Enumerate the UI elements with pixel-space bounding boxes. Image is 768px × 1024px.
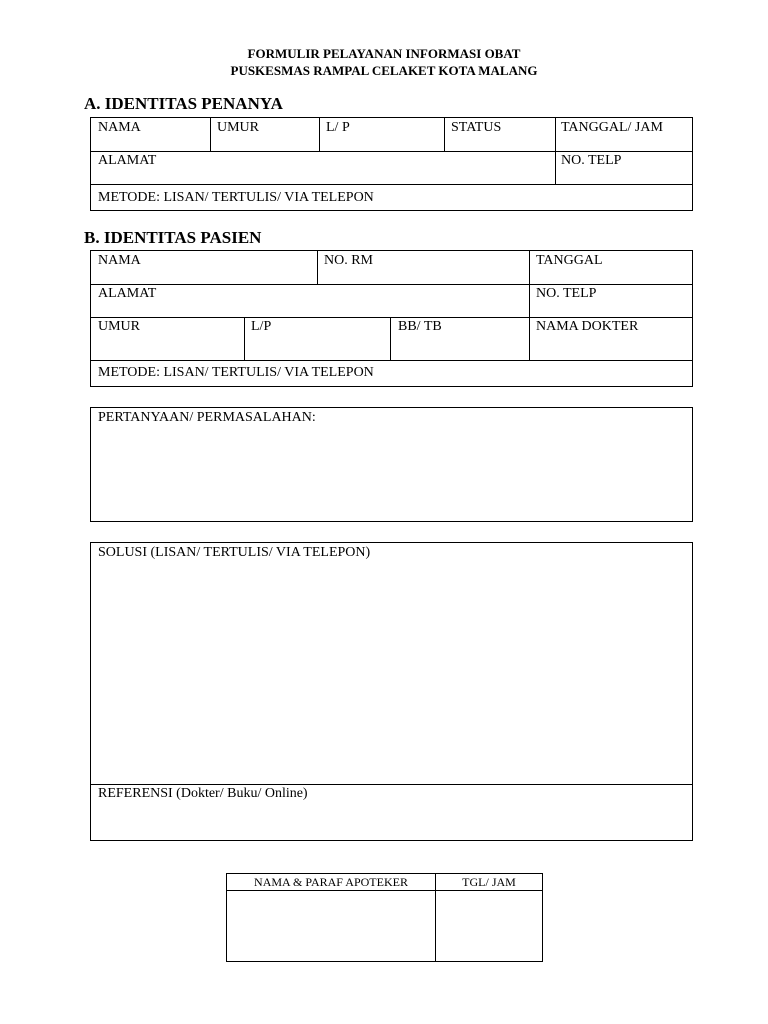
field-umur-pasien[interactable]: UMUR xyxy=(98,319,141,334)
section-b-table xyxy=(90,250,693,387)
field-no-rm[interactable]: NO. RM xyxy=(324,253,374,268)
field-metode[interactable]: METODE: LISAN/ TERTULIS/ VIA TELEPON xyxy=(98,190,374,205)
referensi-label[interactable]: REFERENSI (Dokter/ Buku/ Online) xyxy=(98,786,308,801)
solusi-label: SOLUSI (LISAN/ TERTULIS/ VIA TELEPON) xyxy=(98,545,371,560)
field-no-telp[interactable]: NO. TELP xyxy=(561,153,622,168)
divider xyxy=(210,118,211,151)
field-alamat[interactable]: ALAMAT xyxy=(98,153,157,168)
solusi-box[interactable] xyxy=(90,542,693,841)
signature-apoteker-cell[interactable] xyxy=(227,891,434,961)
field-status[interactable]: STATUS xyxy=(451,120,502,135)
divider xyxy=(91,151,692,152)
divider xyxy=(91,317,692,318)
divider xyxy=(444,118,445,151)
divider xyxy=(555,118,556,184)
field-jenis-kelamin[interactable]: L/ P xyxy=(326,120,350,135)
section-a-table xyxy=(90,117,693,211)
divider xyxy=(390,317,391,360)
divider xyxy=(244,317,245,360)
field-nama-dokter[interactable]: NAMA DOKTER xyxy=(536,319,639,334)
divider xyxy=(319,118,320,151)
section-a-heading: A. IDENTITAS PENANYA xyxy=(84,94,283,113)
field-metode-pasien[interactable]: METODE: LISAN/ TERTULIS/ VIA TELEPON xyxy=(98,365,374,380)
signature-table xyxy=(226,873,543,962)
field-jenis-kelamin-pasien[interactable]: L/P xyxy=(251,319,272,334)
divider xyxy=(91,360,692,361)
signature-apoteker-header: NAMA & PARAF APOTEKER xyxy=(254,875,408,889)
form-title-line2: PUSKESMAS RAMPAL CELAKET KOTA MALANG xyxy=(230,63,538,78)
pertanyaan-label: PERTANYAAN/ PERMASALAHAN: xyxy=(98,410,316,425)
pertanyaan-box[interactable] xyxy=(90,407,693,522)
divider xyxy=(91,784,692,785)
field-no-telp-pasien[interactable]: NO. TELP xyxy=(536,286,597,301)
field-umur[interactable]: UMUR xyxy=(217,120,260,135)
field-alamat-pasien[interactable]: ALAMAT xyxy=(98,286,157,301)
divider xyxy=(529,251,530,360)
divider xyxy=(91,284,692,285)
signature-tgl-jam-cell[interactable] xyxy=(436,891,542,961)
field-nama-pasien[interactable]: NAMA xyxy=(98,253,141,268)
form-title-line1: FORMULIR PELAYANAN INFORMASI OBAT xyxy=(247,46,521,61)
field-tanggal-jam[interactable]: TANGGAL/ JAM xyxy=(561,120,663,135)
signature-tgl-jam-header: TGL/ JAM xyxy=(462,875,516,889)
divider xyxy=(91,184,692,185)
field-nama[interactable]: NAMA xyxy=(98,120,141,135)
section-b-heading: B. IDENTITAS PASIEN xyxy=(84,228,262,247)
field-bb-tb[interactable]: BB/ TB xyxy=(398,319,442,334)
field-tanggal[interactable]: TANGGAL xyxy=(536,253,603,268)
divider xyxy=(317,251,318,284)
